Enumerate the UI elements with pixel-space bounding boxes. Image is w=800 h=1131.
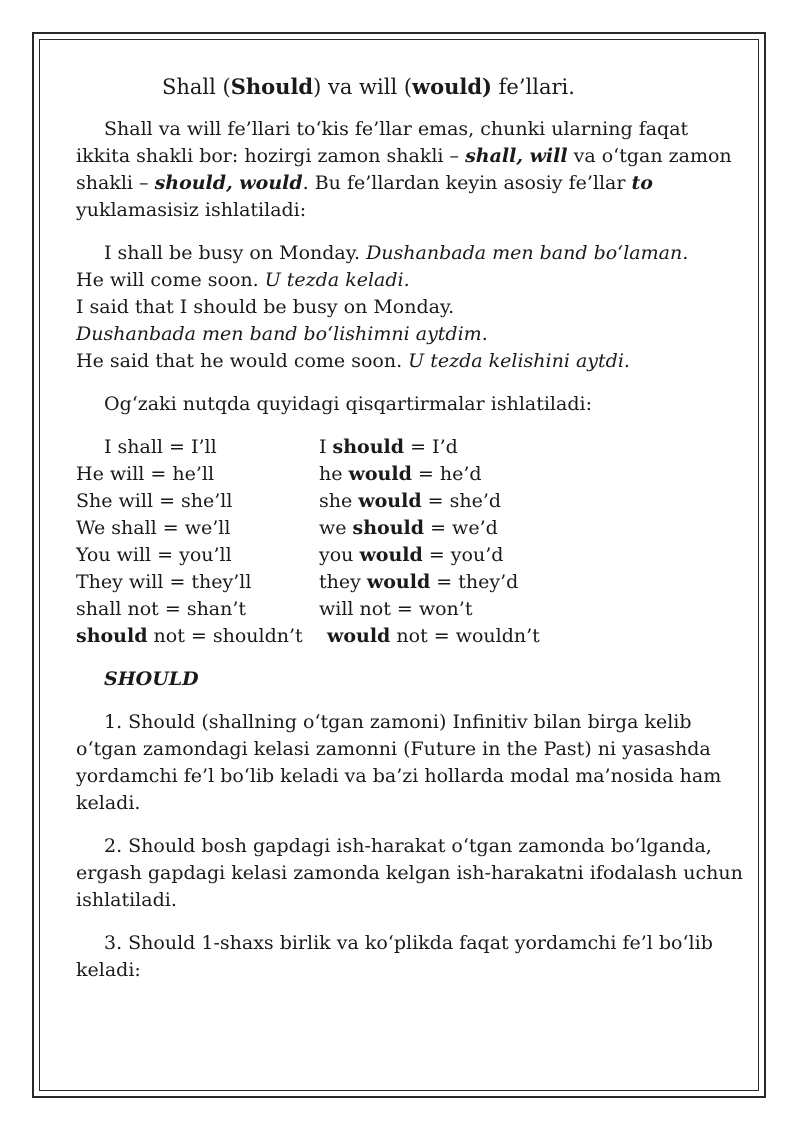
contraction-right: I should = I’d bbox=[319, 436, 458, 458]
contraction-left: They will = they’ll bbox=[76, 571, 252, 593]
contraction-right: they would = they’d bbox=[319, 571, 519, 593]
contraction-row bbox=[76, 542, 746, 569]
contraction-row bbox=[76, 596, 746, 623]
contraction-row bbox=[76, 569, 746, 596]
example-line: Dushanbada men band bo‘lishimni aytdim. bbox=[76, 323, 488, 345]
intro-paragraph: Shall va will fe’llari to‘kis fe’llar emas, chunki ularning faqat ikkita shakli bor: hozirgi zamon shakli – shall, will va o‘tgan zamon shakli – should, would. Bu fe’llardan keyin asosiy fe’llar to yuklamasisiz ishlatiladi: bbox=[76, 118, 732, 221]
contraction-left: shall not = shan’t bbox=[76, 598, 247, 620]
contraction-left: should not = shouldn’t bbox=[76, 625, 303, 647]
contraction-left: He will = he’ll bbox=[76, 463, 215, 485]
contractions-table bbox=[76, 434, 746, 650]
contraction-row bbox=[76, 434, 746, 461]
example-line: He will come soon. U tezda keladi. bbox=[76, 269, 410, 291]
example-line: I said that I should be busy on Monday. bbox=[76, 296, 455, 318]
contraction-row bbox=[76, 515, 746, 542]
contraction-right: she would = she’d bbox=[319, 490, 502, 512]
contraction-row bbox=[76, 488, 746, 515]
contraction-left: We shall = we’ll bbox=[76, 517, 231, 539]
contraction-right: would not = wouldn’t bbox=[327, 625, 540, 647]
examples-block bbox=[76, 240, 746, 375]
contraction-right: you would = you’d bbox=[319, 544, 504, 566]
contraction-row bbox=[76, 461, 746, 488]
page-title: Shall (Should) va will (would) fe’llari. bbox=[162, 74, 575, 99]
point-paragraph: 3. Should 1-shaxs birlik va ko‘plikda faqat yordamchi fe’l bo‘lib keladi: bbox=[76, 932, 713, 981]
contraction-left: She will = she’ll bbox=[76, 490, 233, 512]
contraction-right: will not = won’t bbox=[319, 598, 473, 620]
contractions-intro: Og‘zaki nutqda quyidagi qisqartirmalar ishlatiladi: bbox=[104, 393, 592, 415]
page-content bbox=[76, 72, 746, 1000]
should-heading: SHOULD bbox=[104, 668, 199, 690]
point-paragraph: 2. Should bosh gapdagi ish-harakat o‘tgan zamonda bo‘lganda, ergash gapdagi kelasi zamonda kelgan ish-harakatni ifodalash uchun ishlatiladi. bbox=[76, 835, 743, 911]
contraction-left: I shall = I’ll bbox=[104, 436, 217, 458]
contraction-right: we should = we’d bbox=[319, 517, 498, 539]
contraction-row bbox=[76, 623, 746, 650]
point-paragraph: 1. Should (shallning o‘tgan zamoni) Infinitiv bilan birga kelib o‘tgan zamondagi kelasi zamonni (Future in the Past) ni yasashda yordamchi fe’l bo‘lib keladi va ba’zi hollarda modal ma’nosida ham keladi. bbox=[76, 711, 722, 814]
example-line: I shall be busy on Monday. Dushanbada men band bo‘laman. bbox=[104, 242, 689, 264]
contraction-right: he would = he’d bbox=[319, 463, 482, 485]
contraction-left: You will = you’ll bbox=[76, 544, 232, 566]
example-line: He said that he would come soon. U tezda kelishini aytdi. bbox=[76, 350, 630, 372]
